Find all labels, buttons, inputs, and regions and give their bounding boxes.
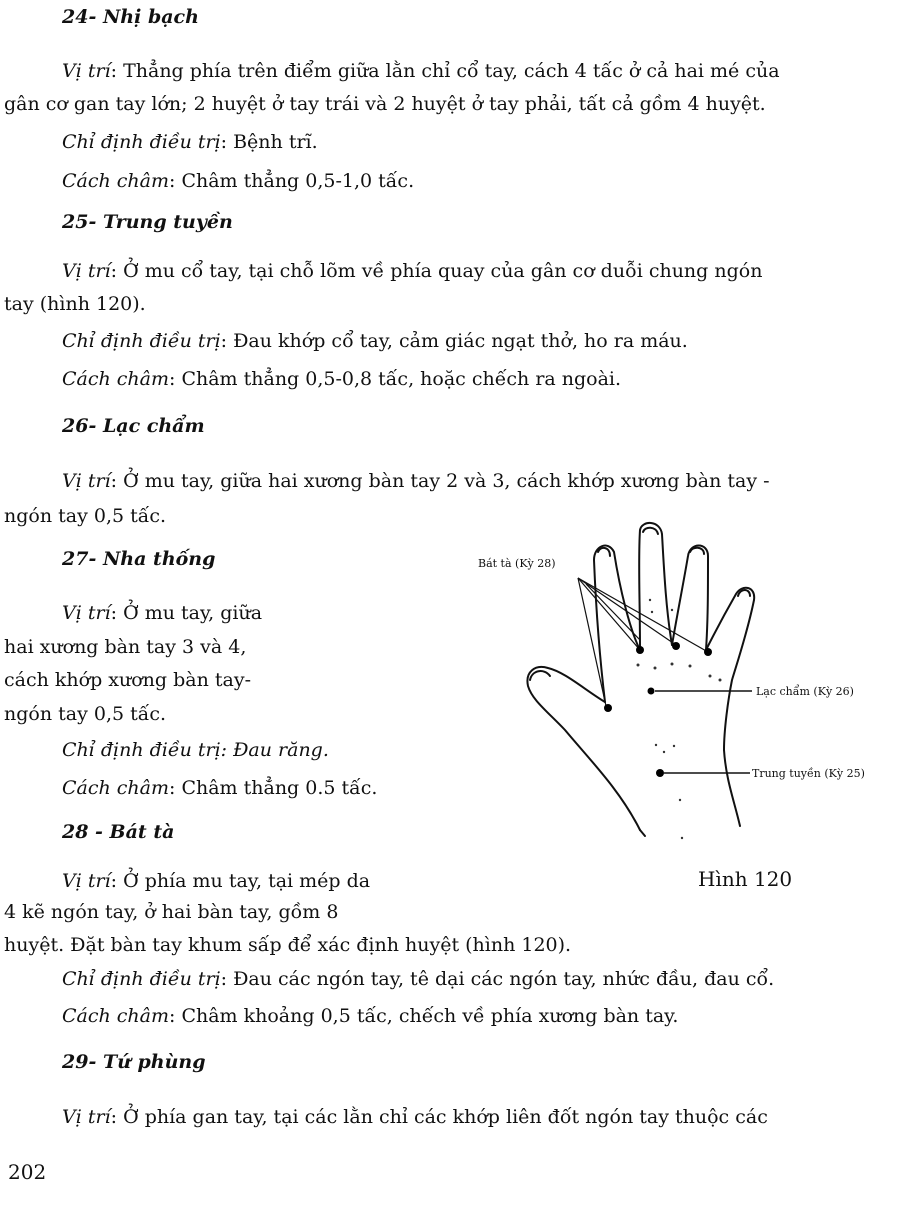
- heading-27: 27- Nha thống: [62, 548, 216, 570]
- s26-vitri-text1: : Ở mu tay, giữa hai xương bàn tay 2 và 3, cách khớp xương bàn tay -: [110, 470, 770, 492]
- point-trung-tuyen: [656, 769, 664, 777]
- point-bat-ta-3: [672, 642, 680, 650]
- s28-chidinh-label: Chỉ định điều trị: [62, 968, 221, 990]
- s28-vitri-line2: 4 kẽ ngón tay, ở hai bàn tay, gồm 8: [4, 901, 339, 923]
- s25-chidinh: [62, 332, 688, 351]
- label-lac-cham: Lạc chẩm (Kỳ 26): [756, 685, 854, 698]
- s29-vitri-text1: : Ở phía gan tay, tại các lằn chỉ các khớp liên đốt ngón tay thuộc các: [110, 1106, 768, 1128]
- label-bat-ta: Bát tà (Kỳ 28): [478, 557, 556, 570]
- thumb-outline: [527, 667, 640, 830]
- s24-chidinh-text: : Bệnh trĩ.: [220, 131, 318, 153]
- s28-vitri-line1: [62, 872, 370, 891]
- ring-finger-outline: [672, 546, 708, 651]
- s24-chidinh: [62, 133, 318, 152]
- thumb-nail: [530, 671, 550, 680]
- s28-vitri-text1: : Ở phía mu tay, tại mép da: [110, 870, 371, 892]
- s28-chidinh-text: : Đau các ngón tay, tê dại các ngón tay, nhức đầu, đau cổ.: [220, 968, 775, 990]
- little-finger-outline: [706, 588, 754, 750]
- s27-vitri-line2: hai xương bàn tay 3 và 4,: [4, 636, 247, 658]
- s28-cachcham-text: : Châm khoảng 0,5 tấc, chếch về phía xương bàn tay.: [169, 1005, 679, 1027]
- s28-cachcham: [62, 1007, 678, 1026]
- s25-cachcham-label: Cách châm: [62, 368, 170, 390]
- heading-24: 24- Nhị bạch: [62, 6, 199, 28]
- heading-29: 29- Tứ phùng: [62, 1051, 206, 1073]
- point-bat-ta-2: [636, 646, 644, 654]
- s27-chidinh-text: : Đau răng.: [220, 739, 329, 761]
- s25-chidinh-text: : Đau khớp cổ tay, cảm giác ngạt thở, ho ra máu.: [220, 330, 688, 352]
- s27-chidinh-label: Chỉ định điều trị: [62, 739, 221, 761]
- page-number: 202: [8, 1160, 47, 1184]
- s24-chidinh-label: Chỉ định điều trị: [62, 131, 221, 153]
- heading-28: 28 - Bát tà: [62, 821, 175, 843]
- index-finger-outline: [594, 546, 640, 702]
- s28-vitri-line3: huyệt. Đặt bàn tay khum sấp để xác định huyệt (hình 120).: [4, 934, 572, 956]
- s27-cachcham-text: : Châm thẳng 0.5 tấc.: [169, 777, 378, 799]
- s28-cachcham-label: Cách châm: [62, 1005, 170, 1027]
- heading-26: 26- Lạc chẩm: [62, 415, 205, 437]
- s27-vitri-label: Vị trí: [62, 602, 111, 624]
- s26-vitri-line1: [62, 472, 770, 491]
- s27-vitri-line1: [62, 604, 262, 623]
- little-nail: [738, 590, 750, 596]
- heading-25: 25- Trung tuyền: [62, 211, 233, 233]
- label-trung-tuyen: Trung tuyền (Kỳ 25): [752, 767, 865, 780]
- s28-vitri-label: Vị trí: [62, 870, 111, 892]
- s24-cachcham-text: : Châm thẳng 0,5-1,0 tấc.: [169, 170, 415, 192]
- s27-vitri-line3: cách khớp xương bàn tay-: [4, 669, 251, 691]
- s24-cachcham-label: Cách châm: [62, 170, 170, 192]
- s24-vitri-text1: : Thẳng phía trên điểm giữa lằn chỉ cổ tay, cách 4 tấc ở cả hai mé của: [110, 60, 780, 82]
- index-nail: [598, 548, 610, 556]
- ring-nail: [690, 548, 704, 554]
- s27-cachcham: [62, 779, 377, 798]
- s27-cachcham-label: Cách châm: [62, 777, 170, 799]
- s25-chidinh-label: Chỉ định điều trị: [62, 330, 221, 352]
- s25-vitri-label: Vị trí: [62, 260, 111, 282]
- s25-vitri-text1: : Ở mu cổ tay, tại chỗ lõm về phía quay của gân cơ duỗi chung ngón: [110, 260, 763, 282]
- s24-vitri-line2: gân cơ gan tay lớn; 2 huyệt ở tay trái và 2 huyệt ở tay phải, tất cả gồm 4 huyệt.: [4, 93, 766, 115]
- s27-chidinh: [62, 741, 329, 760]
- s26-vitri-line2: ngón tay 0,5 tấc.: [4, 505, 167, 527]
- s24-vitri-label: Vị trí: [62, 60, 111, 82]
- s29-vitri-line1: [62, 1108, 768, 1127]
- wrist-left-edge: [640, 830, 645, 836]
- s24-vitri-line1: [62, 62, 780, 81]
- s27-vitri-text1: : Ở mu tay, giữa: [110, 602, 263, 624]
- s29-vitri-label: Vị trí: [62, 1106, 111, 1128]
- middle-finger-outline: [639, 523, 672, 650]
- s24-cachcham: [62, 172, 414, 191]
- point-bat-ta-1: [604, 704, 612, 712]
- s27-vitri-line4: ngón tay 0,5 tấc.: [4, 703, 167, 725]
- s25-vitri-line1: [62, 262, 762, 281]
- wrist-right-outline: [724, 750, 740, 826]
- point-lac-cham: [648, 688, 655, 695]
- s26-vitri-label: Vị trí: [62, 470, 111, 492]
- middle-nail: [643, 528, 658, 534]
- s25-vitri-line2: tay (hình 120).: [4, 293, 146, 315]
- s25-cachcham: [62, 370, 621, 389]
- s28-chidinh: [62, 970, 774, 989]
- figure-caption: Hình 120: [698, 867, 793, 891]
- s25-cachcham-text: : Châm thẳng 0,5-0,8 tấc, hoặc chếch ra ngoài.: [169, 368, 622, 390]
- point-bat-ta-4: [704, 648, 712, 656]
